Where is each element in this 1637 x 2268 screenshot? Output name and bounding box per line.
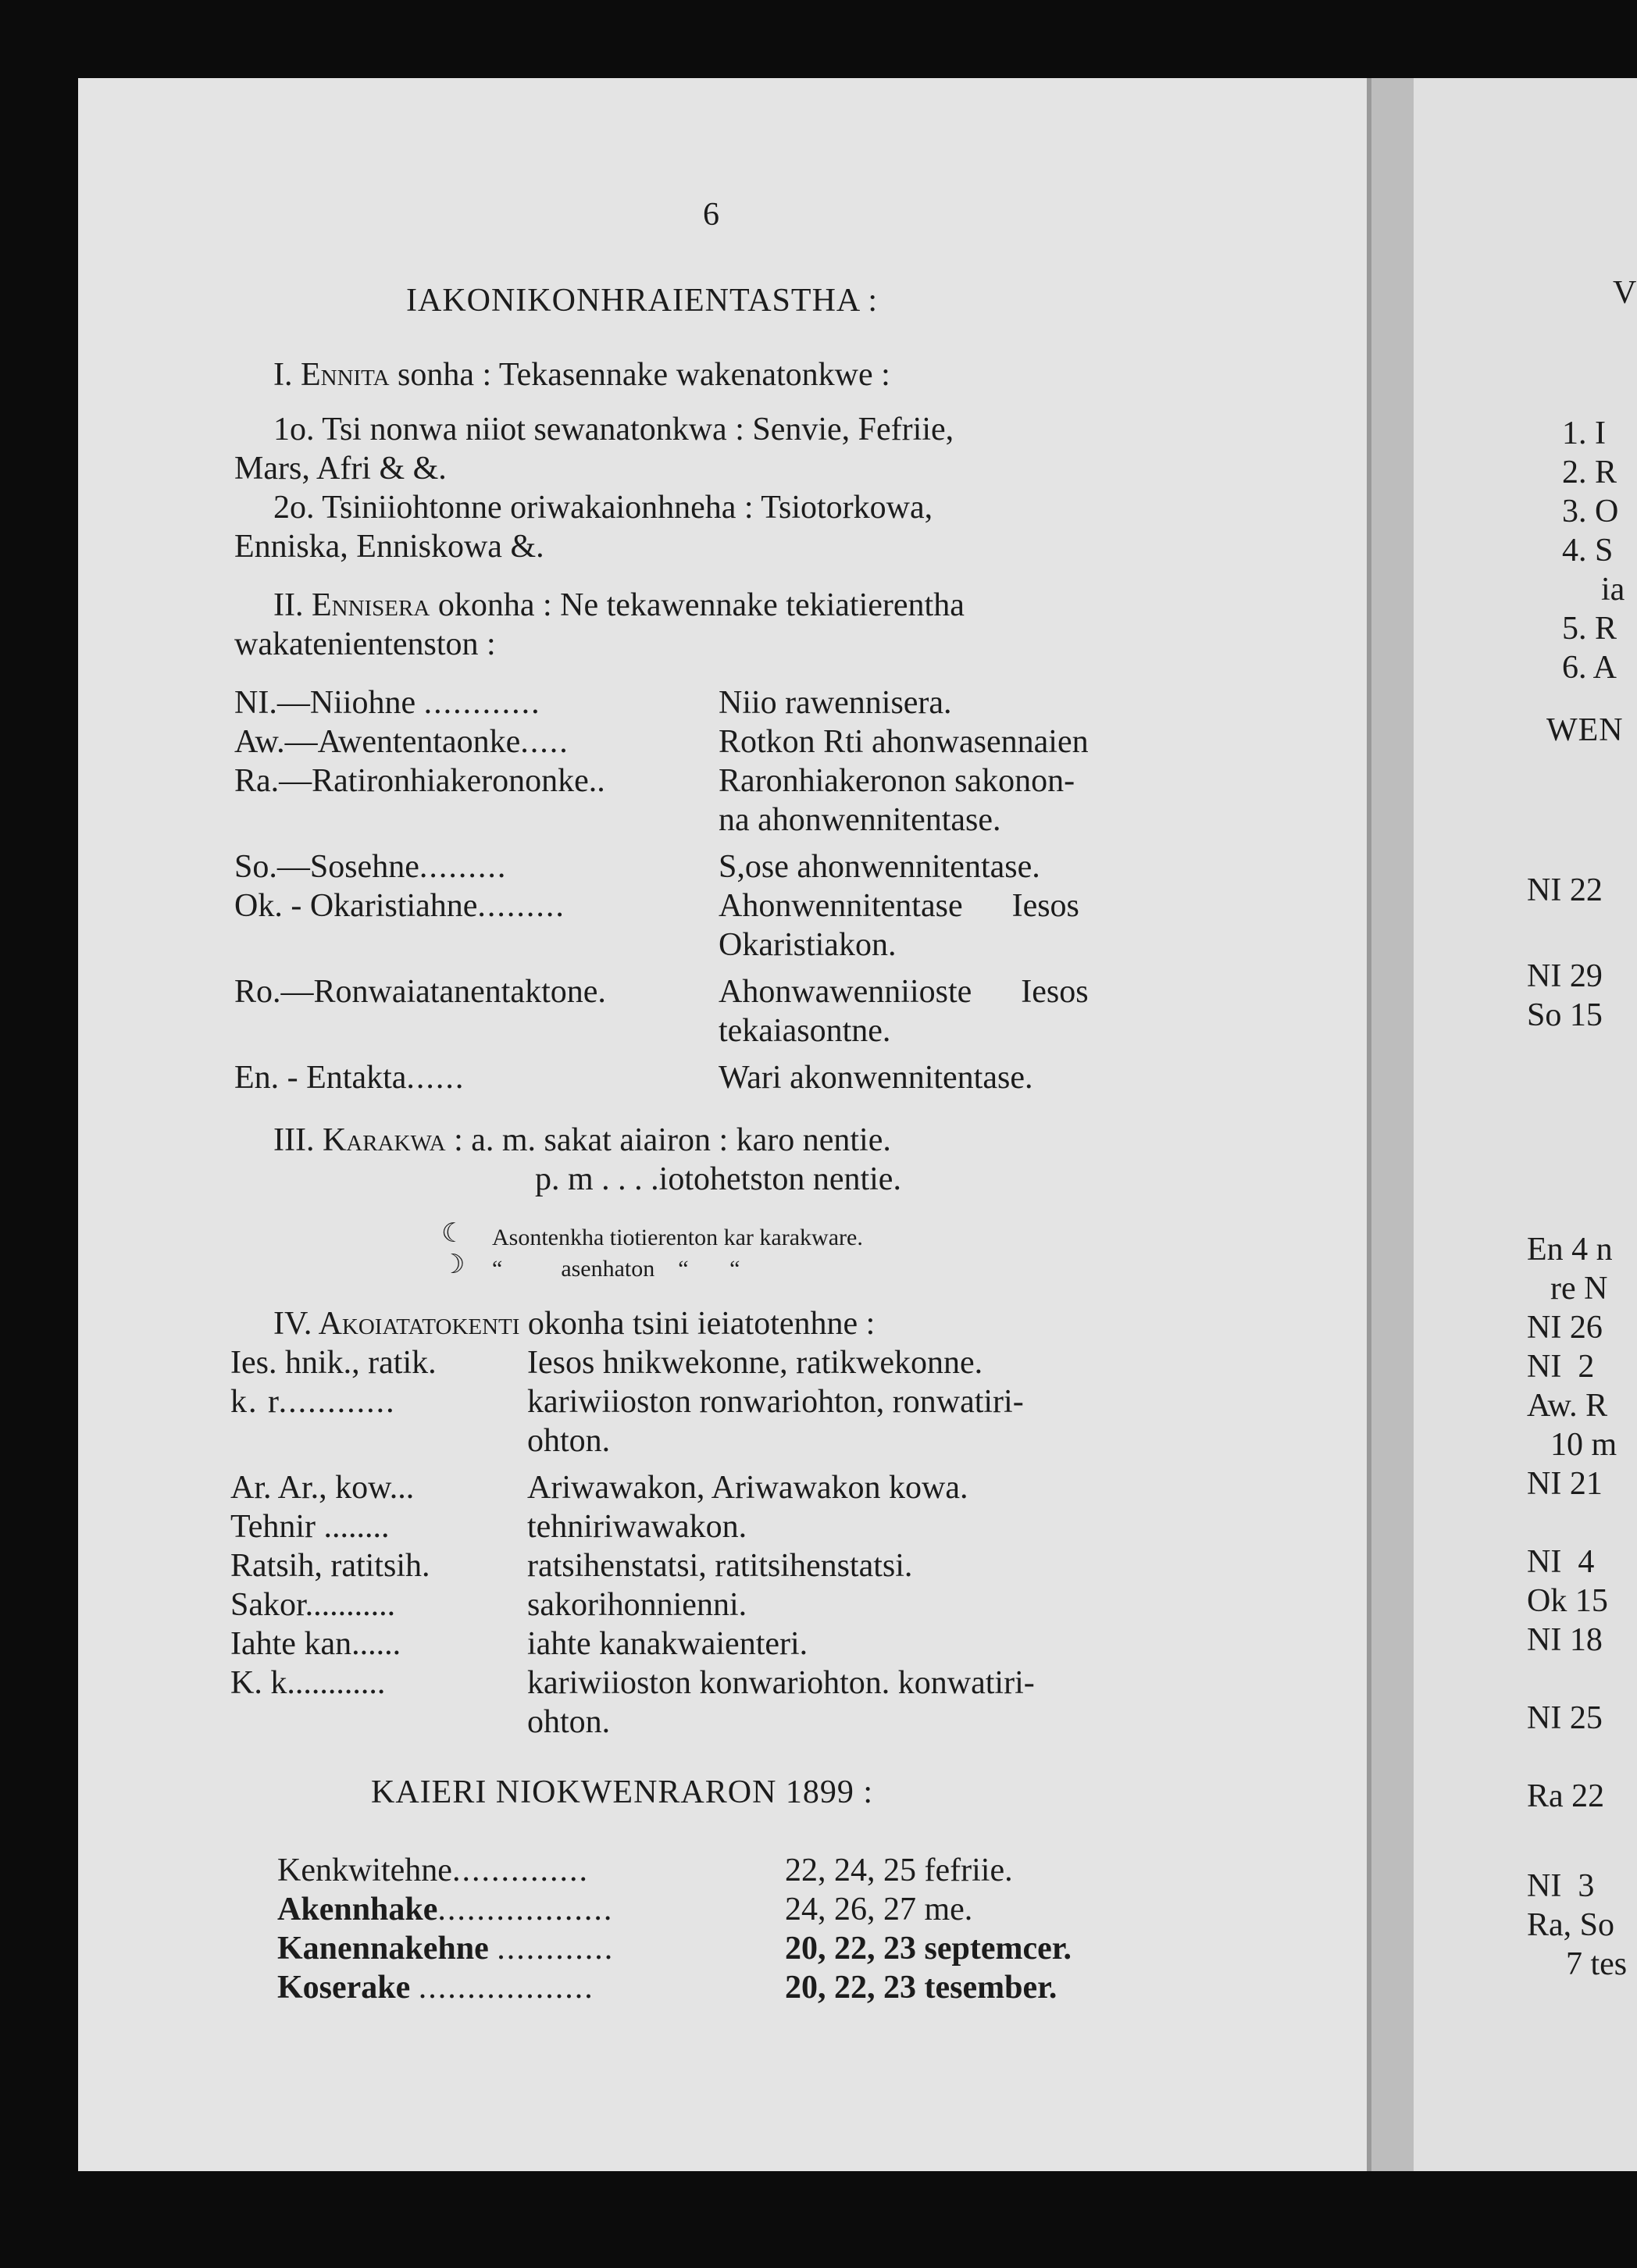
section-1-title: I. Ennita: [273, 357, 390, 393]
kaieri-row-1-dates: 24, 26, 27 me.: [785, 1892, 973, 1927]
sec2-row-4-def-1: Ahonwennitentase Iesos: [719, 888, 1079, 924]
section-2-rest-line2: wakatenientenston :: [234, 626, 496, 662]
sec4-row-4-abbr: Ratsih, ratitsih.: [230, 1548, 430, 1584]
sec4-row-6-def: iahte kanakwaienteri.: [527, 1626, 808, 1662]
section-2-title: II. Ennisera: [273, 587, 430, 623]
page-number: 6: [703, 197, 719, 233]
right-heading-fragment: V: [1613, 275, 1637, 311]
sec2-row-1-abbr: Aw.—Awententaonke.....: [234, 724, 569, 760]
section-4-title: IV. Akoiatatokenti: [273, 1306, 520, 1342]
left-page: [78, 78, 1371, 2171]
sec2-row-2-def-2: na ahonwennitentase.: [719, 802, 1001, 838]
sec4-row-7-def-1: kariwiioston konwariohton. konwatiri-: [527, 1665, 1035, 1701]
section-2-header: [273, 586, 965, 625]
sec2-row-4-def-2: Okaristiakon.: [719, 927, 897, 963]
kaieri-row-3-dates: 20, 22, 23 tesember.: [785, 1970, 1057, 2006]
section-4-rest: okonha tsini ieiatotenhne :: [527, 1306, 876, 1342]
sec2-row-2-abbr: Ra.—Ratironhiakerononke..: [234, 763, 605, 799]
kaieri-row-0-name: Kenkwitehne..............: [277, 1853, 589, 1888]
page-gutter: [1371, 78, 1414, 2171]
right-list-item-4: ia: [1601, 572, 1625, 608]
right-entry-9: NI 21: [1527, 1466, 1603, 1502]
kaieri-heading: KAIERI NIOKWENRARON 1899 :: [371, 1774, 874, 1810]
moon-first-quarter-icon: ☾: [441, 1219, 465, 1248]
right-entry-17: 7 tes: [1566, 1946, 1628, 1982]
right-list-item-5: 5. R: [1562, 611, 1617, 647]
right-list-item-6: 6. A: [1562, 650, 1617, 686]
sec4-row-4-def: ratsihenstatsi, ratitsihenstatsi.: [527, 1548, 913, 1584]
right-list-item-3: 4. S: [1562, 533, 1614, 569]
sec4-row-7-abbr: K. k............: [230, 1665, 386, 1701]
moon-1-text: Asontenkha tiotierenton kar karakware.: [492, 1225, 863, 1250]
right-entry-2: So 15: [1527, 997, 1603, 1033]
sec2-row-3-abbr: So.—Sosehne.........: [234, 849, 508, 885]
sec2-row-0-def: Niio rawennisera.: [719, 685, 952, 721]
right-entry-1: NI 29: [1527, 958, 1603, 994]
section-1-p1-line2: Mars, Afri & &.: [234, 451, 447, 487]
right-entry-0: NI 22: [1527, 872, 1603, 908]
section-3-line2: p. m . . . .iotohetston nentie.: [535, 1161, 901, 1197]
section-1-header: [273, 355, 890, 394]
right-entry-13: NI 25: [1527, 1700, 1603, 1736]
sec2-row-2-def-1: Raronhiakeronon sakonon-: [719, 763, 1075, 799]
right-entry-4: re N: [1550, 1271, 1608, 1307]
section-3-title: III. Karakwa: [273, 1122, 446, 1158]
kaieri-row-1-name: Akennhake..................: [277, 1892, 614, 1927]
right-entry-12: NI 18: [1527, 1622, 1603, 1658]
right-entry-6: NI 2: [1527, 1349, 1595, 1385]
page-heading: IAKONIKONHRAIENTASTHA :: [406, 283, 879, 319]
section-1-p2-line2: Enniska, Enniskowa &.: [234, 529, 544, 565]
right-entry-3: En 4 n: [1527, 1232, 1613, 1268]
section-1-rest: sonha : Tekasennake wakenatonkwe :: [398, 357, 890, 393]
right-entry-7: Aw. R: [1527, 1388, 1608, 1424]
sec2-row-5-def-1: Ahonwawenniioste Iesos: [719, 974, 1089, 1010]
sec2-row-4-abbr: Ok. - Okaristiahne.........: [234, 888, 565, 924]
right-entry-8: 10 m: [1550, 1427, 1617, 1463]
right-entry-16: Ra, So: [1527, 1907, 1615, 1943]
right-list-item-0: 1. I: [1562, 415, 1606, 451]
sec4-row-1-def-1: kariwiioston ronwariohton, ronwatiri-: [527, 1384, 1024, 1420]
sec4-row-0-abbr: Ies. hnik., ratik.: [230, 1345, 437, 1381]
kaieri-row-3-name: Koserake ..................: [277, 1970, 594, 2006]
kaieri-row-0-dates: 22, 24, 25 fefriie.: [785, 1853, 1013, 1888]
sec4-row-3-abbr: Tehnir ........: [230, 1509, 390, 1545]
section-4-header: [273, 1304, 875, 1343]
sec4-row-7-def-2: ohton.: [527, 1704, 611, 1740]
section-3-header: [273, 1121, 891, 1160]
sec4-row-6-abbr: Iahte kan......: [230, 1626, 401, 1662]
right-list-item-2: 3. O: [1562, 494, 1619, 530]
sec2-row-5-abbr: Ro.—Ronwaiatanentaktone.: [234, 974, 606, 1010]
sec2-row-6-abbr: En. - Entakta......: [234, 1060, 465, 1096]
right-entry-5: NI 26: [1527, 1310, 1603, 1346]
right-entry-11: Ok 15: [1527, 1583, 1608, 1619]
section-2-rest-line1: okonha : Ne tekawennake tekiatierentha: [437, 587, 965, 623]
right-entry-10: NI 4: [1527, 1544, 1595, 1580]
moon-2-text: “ asenhaton “ “: [492, 1256, 740, 1282]
right-page: [1414, 78, 1637, 2171]
right-list-item-1: 2. R: [1562, 455, 1617, 490]
sec2-row-0-abbr: NI.—Niiohne ............: [234, 685, 541, 721]
sec4-row-3-def: tehniriwawakon.: [527, 1509, 747, 1545]
sec2-row-6-def: Wari akonwennitentase.: [719, 1060, 1033, 1096]
sec4-row-5-abbr: Sakor...........: [230, 1587, 396, 1623]
section-3-line1: : a. m. sakat aiairon : karo nentie.: [454, 1122, 891, 1158]
sec4-row-2-def: Ariwawakon, Ariwawakon kowa.: [527, 1470, 968, 1506]
section-1-p1-line1: 1o. Tsi nonwa niiot sewanatonkwa : Senvie, Fefriie,: [273, 412, 954, 448]
section-1-p2-line1: 2o. Tsiniiohtonne oriwakaionhneha : Tsiotorkowa,: [273, 490, 933, 526]
right-subheading: WEN: [1546, 712, 1624, 748]
kaieri-row-2-name: Kanennakehne ............: [277, 1931, 615, 1967]
sec4-row-1-abbr: k. r............: [230, 1384, 396, 1420]
moon-last-quarter-icon: ☽: [441, 1250, 465, 1279]
right-entry-14: Ra 22: [1527, 1778, 1605, 1814]
sec4-row-0-def: Iesos hnikwekonne, ratikwekonne.: [527, 1345, 983, 1381]
right-entry-15: NI 3: [1527, 1868, 1595, 1904]
sec4-row-2-abbr: Ar. Ar., kow...: [230, 1470, 415, 1506]
sec2-row-5-def-2: tekaiasontne.: [719, 1013, 891, 1049]
sec2-row-3-def: S,ose ahonwennitentase.: [719, 849, 1040, 885]
sec2-row-1-def: Rotkon Rti ahonwasennaien: [719, 724, 1089, 760]
sec4-row-5-def: sakorihonnienni.: [527, 1587, 747, 1623]
sec4-row-1-def-2: ohton.: [527, 1423, 611, 1459]
kaieri-row-2-dates: 20, 22, 23 septemcer.: [785, 1931, 1072, 1967]
